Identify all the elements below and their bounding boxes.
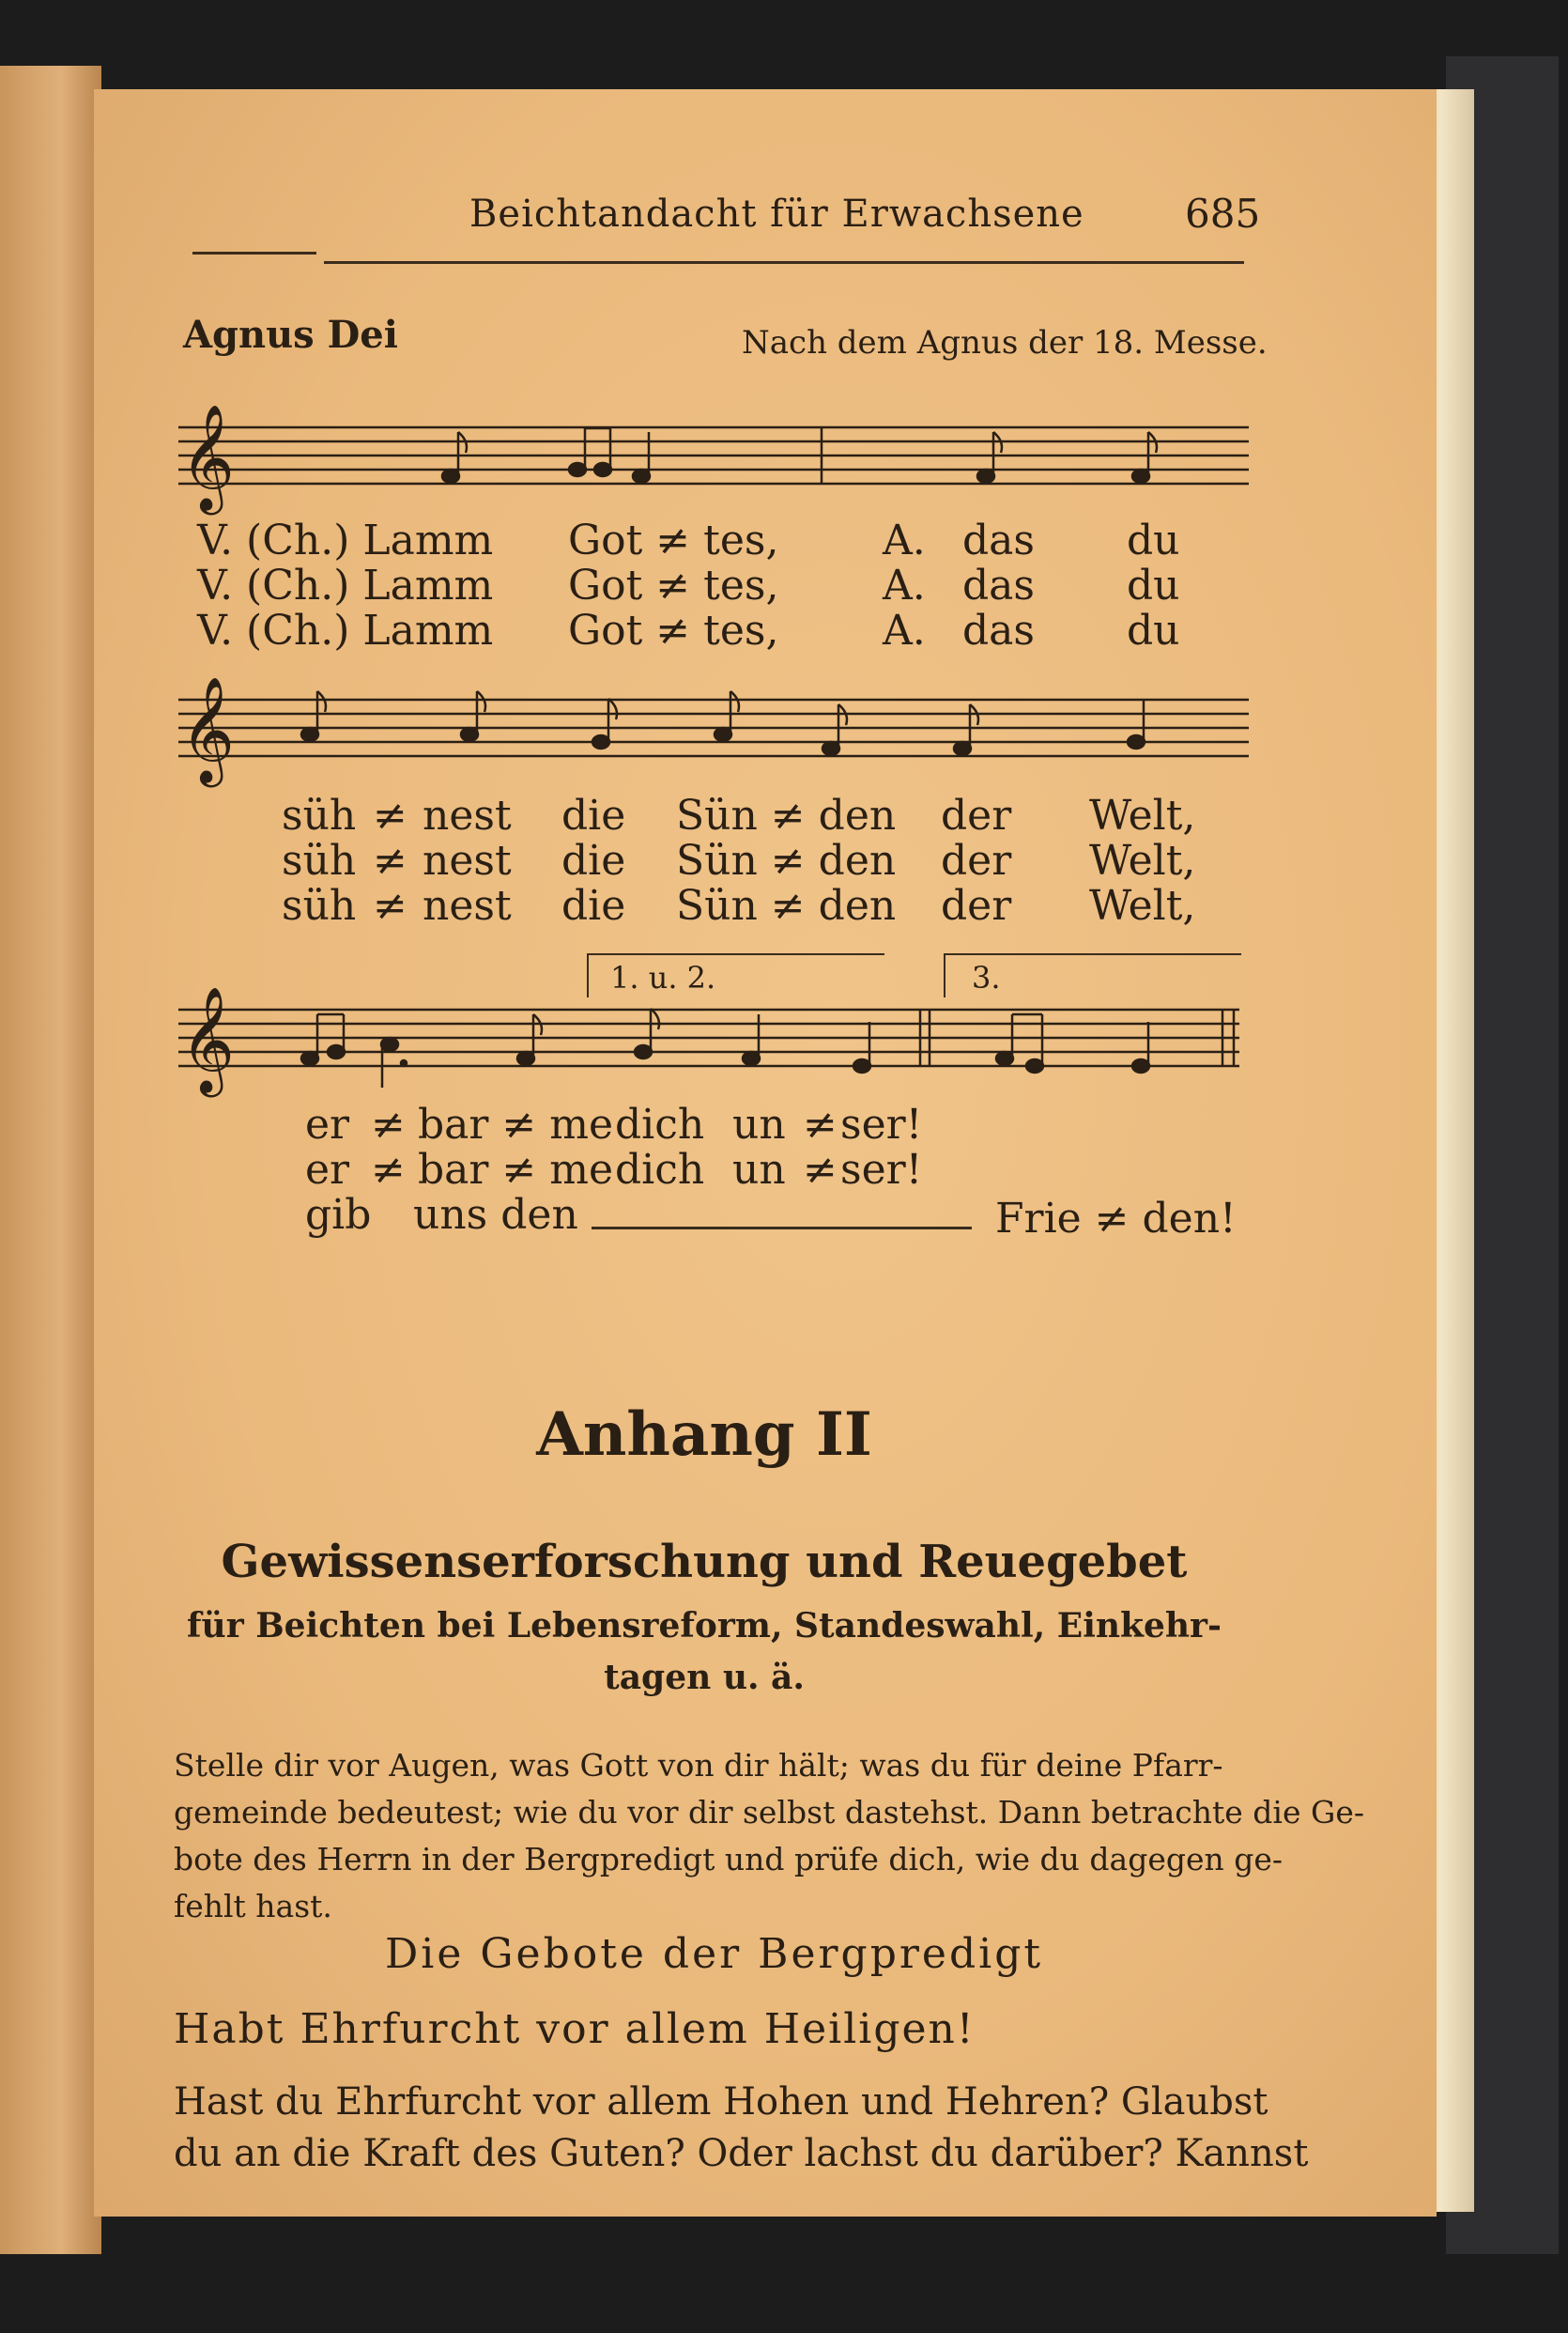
lyric-1-5: du bbox=[1127, 562, 1180, 610]
lyric-3-7: ser! bbox=[840, 1101, 923, 1149]
lyric-2-7: Welt, bbox=[1089, 792, 1196, 840]
lyric-3-3: bar ≠ me bbox=[418, 1146, 614, 1194]
lyric-3-6: ≠ bbox=[803, 1101, 838, 1149]
lyric-1-4: das bbox=[962, 607, 1035, 655]
lyric-2-2: ≠ bbox=[373, 792, 407, 840]
lyric-1-1: V. (Ch.) Lamm bbox=[197, 562, 494, 610]
song-source: Nach dem Agnus der 18. Messe. bbox=[742, 324, 1268, 362]
lyric-2-1: süh bbox=[282, 882, 357, 930]
lyric-1-2: Got ≠ tes, bbox=[568, 517, 779, 564]
lyric-3-2: ≠ bbox=[371, 1146, 406, 1194]
lyric-2-3: nest bbox=[423, 792, 512, 840]
lyric-3-1: er bbox=[305, 1101, 350, 1149]
running-header: Beichtandacht für Erwachsene bbox=[469, 193, 1084, 236]
lyric-1-4: das bbox=[962, 562, 1035, 610]
lyric-2-7: Welt, bbox=[1089, 837, 1196, 885]
volta-label-2: 3. bbox=[972, 960, 1001, 996]
lyric-1-3: A. bbox=[883, 517, 926, 564]
header-rule bbox=[324, 261, 1244, 264]
lyric-3-1: er bbox=[305, 1146, 350, 1194]
intro-line-4: fehlt hast. bbox=[174, 1888, 332, 1924]
lyric-1-4: das bbox=[962, 517, 1035, 564]
lyric-1-3: A. bbox=[883, 607, 926, 655]
appendix-subtitle-1: für Beichten bei Lebensreform, Standeswahl, Einkehr- bbox=[187, 1606, 1222, 1645]
lyric-1-1: V. (Ch.) Lamm bbox=[197, 607, 494, 655]
lyric-2-1: süh bbox=[282, 837, 357, 885]
lyric-3-4: dich bbox=[615, 1101, 705, 1149]
section-heading: Die Gebote der Bergpredigt bbox=[385, 1930, 1044, 1978]
lyric-2-4: die bbox=[561, 882, 626, 930]
lyric-3-7: ser! bbox=[840, 1146, 923, 1194]
treble-clef-icon: 𝄞 bbox=[180, 404, 235, 511]
lyric-2-6: der bbox=[941, 882, 1012, 930]
appendix-heading: Anhang II bbox=[536, 1399, 872, 1470]
treble-clef-icon: 𝄞 bbox=[180, 676, 235, 783]
lyric-2-3: nest bbox=[423, 837, 512, 885]
lyric-1-1: V. (Ch.) Lamm bbox=[197, 517, 494, 564]
lyric-2-5: Sün ≠ den bbox=[676, 882, 897, 930]
lyric-1-5: du bbox=[1127, 607, 1180, 655]
header-rule-left bbox=[192, 252, 316, 255]
lyric-2-5: Sün ≠ den bbox=[676, 837, 897, 885]
lyric-2-4: die bbox=[561, 837, 626, 885]
lyric-3-3: bar ≠ me bbox=[418, 1101, 614, 1149]
notes bbox=[301, 1009, 1149, 1088]
melisma-line bbox=[592, 1227, 972, 1229]
intro-line-3: bote des Herrn in der Bergpredigt und prüfe dich, wie du dagegen ge- bbox=[174, 1841, 1284, 1877]
appendix-subtitle-2: tagen u. ä. bbox=[604, 1658, 805, 1697]
lyric-1-2: Got ≠ tes, bbox=[568, 607, 779, 655]
lyric-2-1: süh bbox=[282, 792, 357, 840]
treble-clef-icon: 𝄞 bbox=[180, 986, 235, 1093]
lyric-3-5: un bbox=[732, 1101, 786, 1149]
lyric-2-5: Sün ≠ den bbox=[676, 792, 897, 840]
song-title: Agnus Dei bbox=[183, 313, 398, 357]
book-spine bbox=[0, 66, 101, 2254]
question-line-2: du an die Kraft des Guten? Oder lachst du darüber? Kannst bbox=[174, 2132, 1309, 2175]
lyric-1-2: Got ≠ tes, bbox=[568, 562, 779, 610]
lyric-1-5: du bbox=[1127, 517, 1180, 564]
music-staff-3 bbox=[178, 977, 1249, 1099]
lyric-2-2: ≠ bbox=[373, 882, 407, 930]
lyric-3b-3: Frie ≠ den! bbox=[995, 1195, 1237, 1243]
lyric-2-3: nest bbox=[423, 882, 512, 930]
volta-label-1: 1. u. 2. bbox=[610, 960, 716, 996]
appendix-subheading: Gewissenserforschung und Reuegebet bbox=[221, 1536, 1188, 1588]
lyric-1-3: A. bbox=[883, 562, 926, 610]
lyric-3b-1: gib bbox=[305, 1191, 372, 1239]
lyric-3-5: un bbox=[732, 1146, 786, 1194]
intro-line-1: Stelle dir vor Augen, was Gott von dir hält; was du für deine Pfarr- bbox=[174, 1747, 1223, 1784]
lyric-2-6: der bbox=[941, 792, 1012, 840]
lyric-2-4: die bbox=[561, 792, 626, 840]
lyric-3b-2: uns den bbox=[413, 1191, 578, 1239]
music-staff-1 bbox=[178, 394, 1249, 517]
lyric-3-6: ≠ bbox=[803, 1146, 838, 1194]
lyric-2-7: Welt, bbox=[1089, 882, 1196, 930]
music-staff-2 bbox=[178, 667, 1249, 789]
lyric-2-6: der bbox=[941, 837, 1012, 885]
commandment: Habt Ehrfurcht vor allem Heiligen! bbox=[174, 2005, 976, 2053]
staff-lines bbox=[178, 427, 1249, 484]
lyric-3-4: dich bbox=[615, 1146, 705, 1194]
intro-line-2: gemeinde bedeutest; wie du vor dir selbst dastehst. Dann betrachte die Ge- bbox=[174, 1794, 1365, 1831]
lyric-2-2: ≠ bbox=[373, 837, 407, 885]
question-line-1: Hast du Ehrfurcht vor allem Hohen und Hehren? Glaubst bbox=[174, 2080, 1268, 2124]
lyric-3-2: ≠ bbox=[371, 1101, 406, 1149]
page-number: 685 bbox=[1185, 191, 1261, 237]
